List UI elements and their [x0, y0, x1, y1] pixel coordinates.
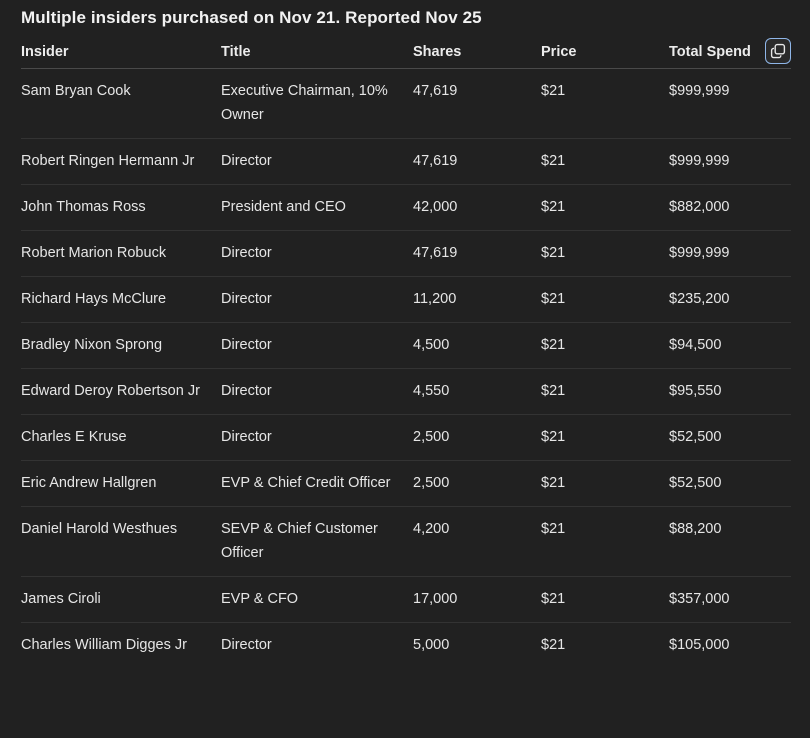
cell-insider: Edward Deroy Robertson Jr	[21, 369, 221, 415]
cell-insider: Charles E Kruse	[21, 415, 221, 461]
table-row	[21, 231, 791, 277]
cell-insider: Sam Bryan Cook	[21, 69, 221, 139]
cell-title: EVP & Chief Credit Officer	[221, 461, 413, 507]
cell-total: $105,000	[669, 637, 730, 653]
cell-total: $882,000	[669, 185, 791, 231]
cell-total: $999,999	[669, 69, 791, 139]
copy-table-button[interactable]	[765, 38, 791, 64]
column-header-insider: Insider	[21, 36, 221, 69]
copy-icon	[770, 43, 786, 59]
header-row	[21, 36, 791, 69]
cell-insider: Daniel Harold Westhues	[21, 507, 221, 577]
cell-total: $999,999	[669, 231, 791, 277]
cell-shares: 4,500	[413, 323, 541, 369]
cell-price: $21	[541, 415, 669, 461]
insider-table-container	[21, 36, 791, 668]
cell-price: $21	[541, 185, 669, 231]
cell-shares: 47,619	[413, 139, 541, 185]
cell-title: Director	[221, 637, 272, 653]
table-header	[21, 36, 791, 69]
cell-price: $21	[541, 637, 566, 653]
cell-title: SEVP & Chief Customer Officer	[221, 507, 413, 577]
column-header-total-label: Total Spend	[669, 44, 751, 60]
cell-price: $21	[541, 323, 669, 369]
column-header-shares: Shares	[413, 36, 541, 69]
column-header-total	[669, 36, 791, 69]
cell-insider: Robert Marion Robuck	[21, 231, 221, 277]
cell-total: $357,000	[669, 577, 791, 623]
cell-insider: Bradley Nixon Sprong	[21, 323, 221, 369]
cell-insider: John Thomas Ross	[21, 185, 221, 231]
cell-total: $235,200	[669, 277, 791, 323]
cell-title: Director	[221, 277, 413, 323]
cell-title: Director	[221, 415, 413, 461]
cell-title: Director	[221, 323, 413, 369]
cell-price: $21	[541, 139, 669, 185]
cell-title: Director	[221, 231, 413, 277]
table-row	[21, 323, 791, 369]
cell-shares: 17,000	[413, 577, 541, 623]
cell-price: $21	[541, 461, 669, 507]
cell-price: $21	[541, 277, 669, 323]
table-row	[21, 577, 791, 623]
cell-shares: 42,000	[413, 185, 541, 231]
cell-total: $94,500	[669, 323, 791, 369]
cell-shares: 2,500	[413, 415, 541, 461]
table-row	[21, 369, 791, 415]
cell-price: $21	[541, 577, 669, 623]
cell-shares: 2,500	[413, 461, 541, 507]
cell-shares: 4,200	[413, 507, 541, 577]
table-body	[21, 69, 791, 669]
cell-title: Director	[221, 139, 413, 185]
cell-insider: Eric Andrew Hallgren	[21, 461, 221, 507]
cell-title: Director	[221, 369, 413, 415]
cell-insider: Robert Ringen Hermann Jr	[21, 139, 221, 185]
cell-total: $52,500	[669, 415, 791, 461]
cell-shares: 11,200	[413, 277, 541, 323]
table-row	[21, 185, 791, 231]
cell-price: $21	[541, 369, 669, 415]
table-row	[21, 415, 791, 461]
table-row	[21, 623, 791, 669]
cell-total: $95,550	[669, 369, 791, 415]
cell-total: $88,200	[669, 507, 791, 577]
cell-title: President and CEO	[221, 185, 413, 231]
cell-price: $21	[541, 231, 669, 277]
cell-shares: 4,550	[413, 369, 541, 415]
cell-insider: Richard Hays McClure	[21, 277, 221, 323]
table-row	[21, 507, 791, 577]
table-row	[21, 277, 791, 323]
cell-price: $21	[541, 69, 669, 139]
table-row	[21, 461, 791, 507]
column-header-title: Title	[221, 36, 413, 69]
page-title: Multiple insiders purchased on Nov 21. Reported Nov 25	[21, 8, 482, 27]
cell-total: $999,999	[669, 139, 791, 185]
cell-price: $21	[541, 507, 669, 577]
cell-title: EVP & CFO	[221, 577, 413, 623]
cell-shares: 47,619	[413, 69, 541, 139]
cell-shares: 47,619	[413, 231, 541, 277]
cell-title: Executive Chairman, 10% Owner	[221, 69, 413, 139]
cell-total: $52,500	[669, 461, 791, 507]
insider-table	[21, 36, 791, 668]
table-row	[21, 139, 791, 185]
cell-insider: Charles William Digges Jr	[21, 637, 187, 653]
column-header-price: Price	[541, 36, 669, 69]
cell-insider: James Ciroli	[21, 577, 221, 623]
table-row	[21, 69, 791, 139]
cell-shares: 5,000	[413, 637, 450, 653]
